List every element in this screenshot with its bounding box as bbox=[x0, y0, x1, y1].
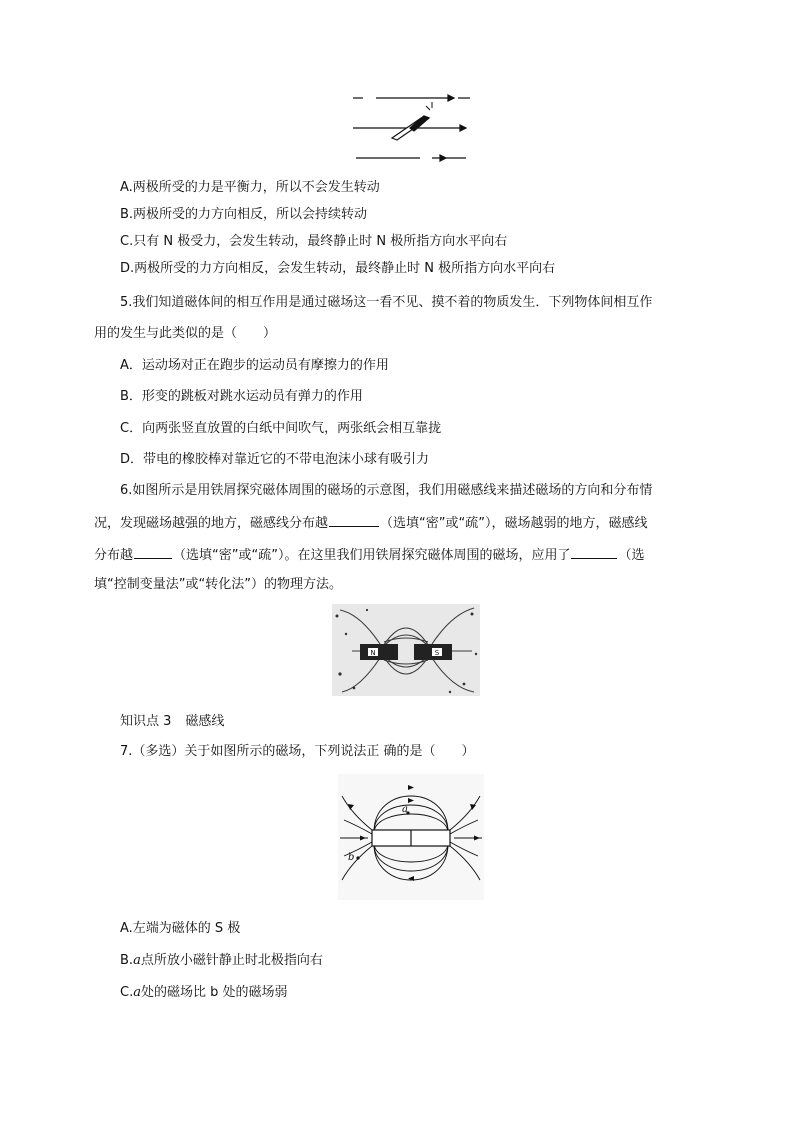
q5-option-a: A．运动场对正在跑步的运动员有摩擦力的作用 bbox=[120, 358, 389, 373]
q6-blank-3[interactable] bbox=[571, 545, 617, 559]
q7-option-c-prefix: C. bbox=[120, 985, 134, 1000]
q5-stem-line-2: 用的发生与此类似的是（ ） bbox=[94, 326, 277, 341]
q5-option-c: C．向两张竖直放置的白纸中间吹气，两张纸会相互靠拢 bbox=[120, 421, 442, 436]
q7-option-c-var: a bbox=[133, 985, 141, 1000]
bar-magnet-field-figure bbox=[338, 774, 484, 900]
q6-line-2 bbox=[94, 513, 647, 533]
q7-option-b-var: a bbox=[133, 953, 141, 968]
q7-option-b bbox=[120, 952, 323, 970]
iron-filings-figure bbox=[332, 604, 480, 696]
q6-blank-2[interactable] bbox=[134, 545, 172, 559]
q7-option-b-text: 点所放小磁针静止时北极指向右 bbox=[140, 953, 323, 968]
section-label: 知识点 3 bbox=[120, 714, 172, 729]
q4-option-d: D.两极所受的力方向相反，会发生转动，最终静止时 N 极所指方向水平向右 bbox=[120, 261, 556, 276]
compass-field-figure bbox=[348, 88, 473, 163]
q6-line-4: 填“控制变量法”或“转化法”）的物理方法。 bbox=[94, 577, 342, 592]
q7-option-c-text: 处的磁场比 b 处的磁场弱 bbox=[140, 985, 288, 1000]
q5-stem-line-1: 5.我们知道磁体间的相互作用是通过磁场这一看不见、摸不着的物质发生．下列物体间相互作 bbox=[120, 295, 653, 310]
q5-option-b: B．形变的跳板对跳水运动员有弹力的作用 bbox=[120, 389, 363, 404]
q7-option-c bbox=[120, 984, 288, 1002]
q6-text: 况，发现磁场越强的地方，磁感线分布越 bbox=[94, 516, 329, 531]
q6-blank-1[interactable] bbox=[329, 513, 379, 527]
q6-line-1: 6.如图所示是用铁屑探究磁体周围的磁场的示意图，我们用磁感线来描述磁场的方向和分布情 bbox=[120, 483, 653, 498]
q6-text: 分布越 bbox=[94, 548, 134, 563]
q4-option-a: A.两极所受的力是平衡力，所以不会发生转动 bbox=[120, 180, 380, 195]
magnet-n-label: N bbox=[370, 649, 376, 657]
q6-text: （选填“密”或“疏”）。在这里我们用铁屑探究磁体周围的磁场，应用了 bbox=[173, 548, 571, 563]
point-a-label: a bbox=[402, 804, 408, 815]
q4-option-b: B.两极所受的力方向相反，所以会持续转动 bbox=[120, 207, 368, 222]
q7-stem: 7.（多选）关于如图所示的磁场，下列说法正 确的是（ ） bbox=[120, 744, 475, 759]
q4-option-c: C.只有 N 极受力，会发生转动，最终静止时 N 极所指方向水平向右 bbox=[120, 234, 508, 249]
section-heading bbox=[120, 713, 224, 731]
q6-text: （选 bbox=[618, 548, 645, 563]
section-title: 磁感线 bbox=[185, 714, 225, 729]
point-b-label: b bbox=[348, 852, 355, 863]
q5-option-d: D．带电的橡胶棒对靠近它的不带电泡沫小球有吸引力 bbox=[120, 452, 430, 467]
q7-option-a: A.左端为磁体的 S 极 bbox=[120, 921, 241, 936]
q6-line-3 bbox=[94, 545, 644, 565]
magnet-s-label: S bbox=[434, 649, 440, 657]
q6-text: （选填“密”或“疏”），磁场越弱的地方，磁感线 bbox=[380, 516, 648, 531]
q7-option-b-prefix: B. bbox=[120, 953, 134, 968]
